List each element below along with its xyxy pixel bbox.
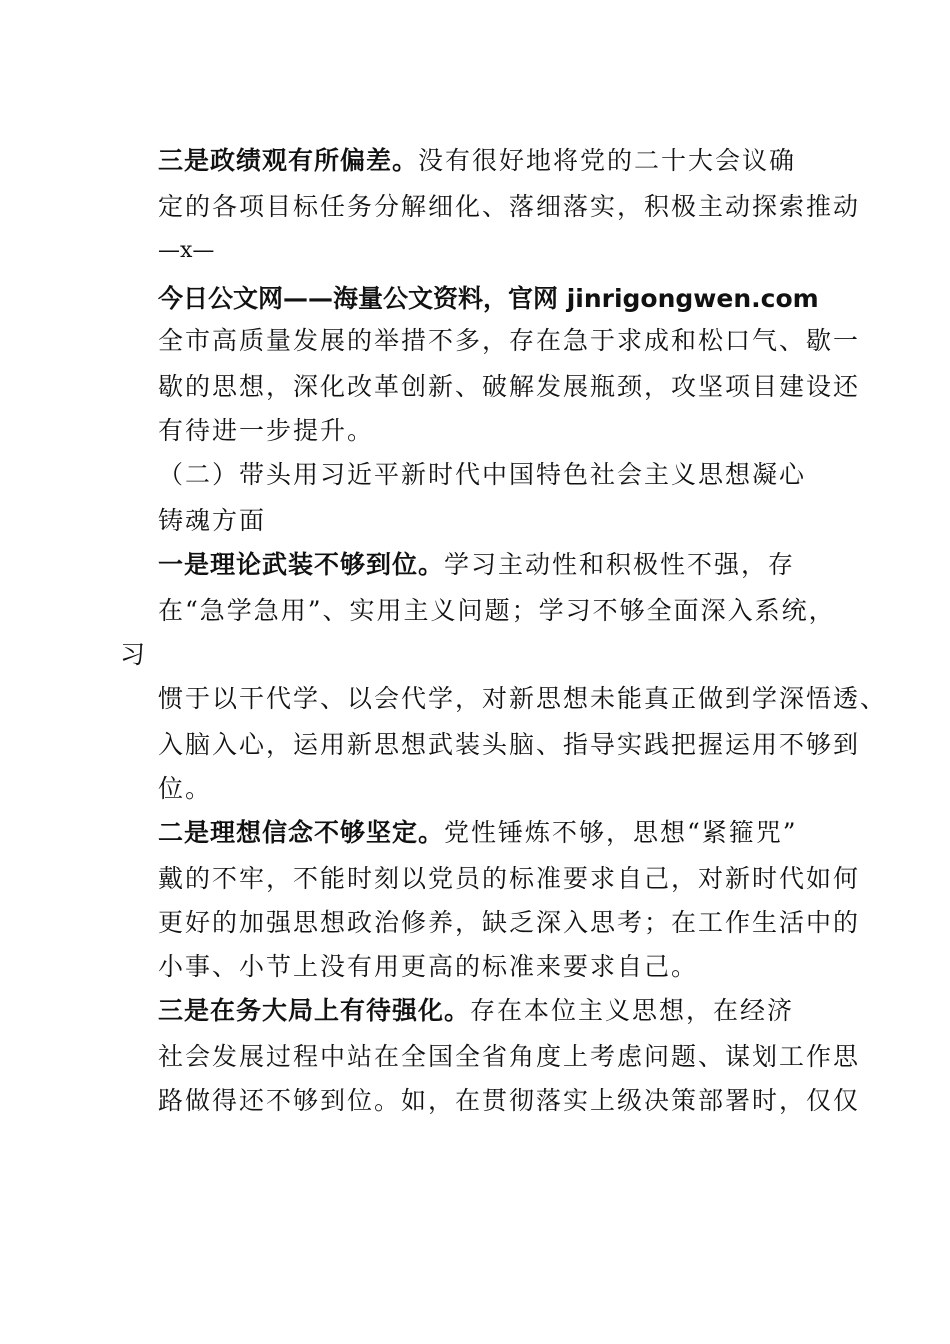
page-marker-text: —x— [158, 238, 215, 263]
paragraph-text: 戴的不牢，不能时刻以党员的标准要求自己，对新时代如何 [158, 864, 861, 893]
paragraph-line [158, 952, 698, 982]
paragraph-text: 没有很好地将党的二十大会议确 [418, 146, 797, 175]
section-heading [158, 506, 266, 536]
paragraph-line [158, 192, 860, 222]
paragraph-text: 路做得还不够到位。如，在贯彻落实上级决策部署时，仅仅 [158, 1086, 861, 1115]
paragraph-line [158, 684, 887, 714]
paragraph-line [158, 372, 860, 402]
paragraph-lead: 二是理想信念不够坚定。 [158, 818, 445, 847]
paragraph-text: 学习主动性和积极性不强，存 [444, 550, 796, 579]
paragraph-text: 更好的加强思想政治修养，缺乏深入思考；在工作生活中的 [158, 908, 861, 937]
paragraph-line [158, 146, 796, 176]
paragraph-lead: 三是在务大局上有待强化。 [158, 996, 471, 1025]
paragraph-line [158, 774, 212, 804]
paragraph-text: 有待进一步提升。 [158, 416, 375, 445]
watermark-text: 今日公文网——海量公文资料，官网 jinrigongwen.com [158, 284, 819, 313]
paragraph-lead: 一是理论武装不够到位。 [158, 550, 445, 579]
paragraph-text: 定的各项目标任务分解细化、落细落实，积极主动探索推动 [158, 192, 861, 221]
paragraph-line [158, 996, 794, 1026]
paragraph-line [158, 550, 795, 580]
paragraph-text: 小事、小节上没有用更高的标准来要求自己。 [158, 952, 699, 981]
paragraph-line [158, 416, 374, 446]
paragraph-text: 社会发展过程中站在全国全省角度上考虑问题、谋划工作思 [158, 1042, 861, 1071]
paragraph-line [158, 730, 860, 760]
paragraph-text: 党性锤炼不够，思想“紧箍咒” [444, 818, 798, 847]
paragraph-text: 入脑入心，运用新思想武装头脑、指导实践把握运用不够到 [158, 730, 861, 759]
paragraph-line [158, 596, 836, 626]
paragraph-text: 在“急学急用”、实用主义问题；学习不够全面深入系统， [158, 596, 836, 625]
paragraph-text: 歇的思想，深化改革创新、破解发展瓶颈，攻坚项目建设还 [158, 372, 861, 401]
paragraph-line [158, 864, 860, 894]
paragraph-text: 全市高质量发展的举措不多，存在急于求成和松口气、歇一 [158, 326, 861, 355]
section-heading-text: 铸魂方面 [158, 506, 267, 535]
paragraph-line [158, 818, 798, 848]
paragraph-line [158, 326, 860, 356]
paragraph-text: 位。 [158, 774, 213, 803]
paragraph-text: 存在本位主义思想，在经济 [470, 996, 795, 1025]
watermark-line [158, 284, 819, 314]
paragraph-line [158, 1042, 860, 1072]
paragraph-line [158, 1086, 860, 1116]
paragraph-lead: 三是政绩观有所偏差。 [158, 146, 419, 175]
paragraph-text: 习 [120, 640, 148, 669]
section-heading [158, 460, 806, 490]
section-heading-text: （二）带头用习近平新时代中国特色社会主义思想凝心 [158, 460, 807, 489]
paragraph-line [158, 908, 860, 938]
paragraph-line [120, 640, 147, 670]
page-marker [158, 236, 214, 266]
paragraph-text: 惯于以干代学、以会代学，对新思想未能真正做到学深悟透、 [158, 684, 888, 713]
